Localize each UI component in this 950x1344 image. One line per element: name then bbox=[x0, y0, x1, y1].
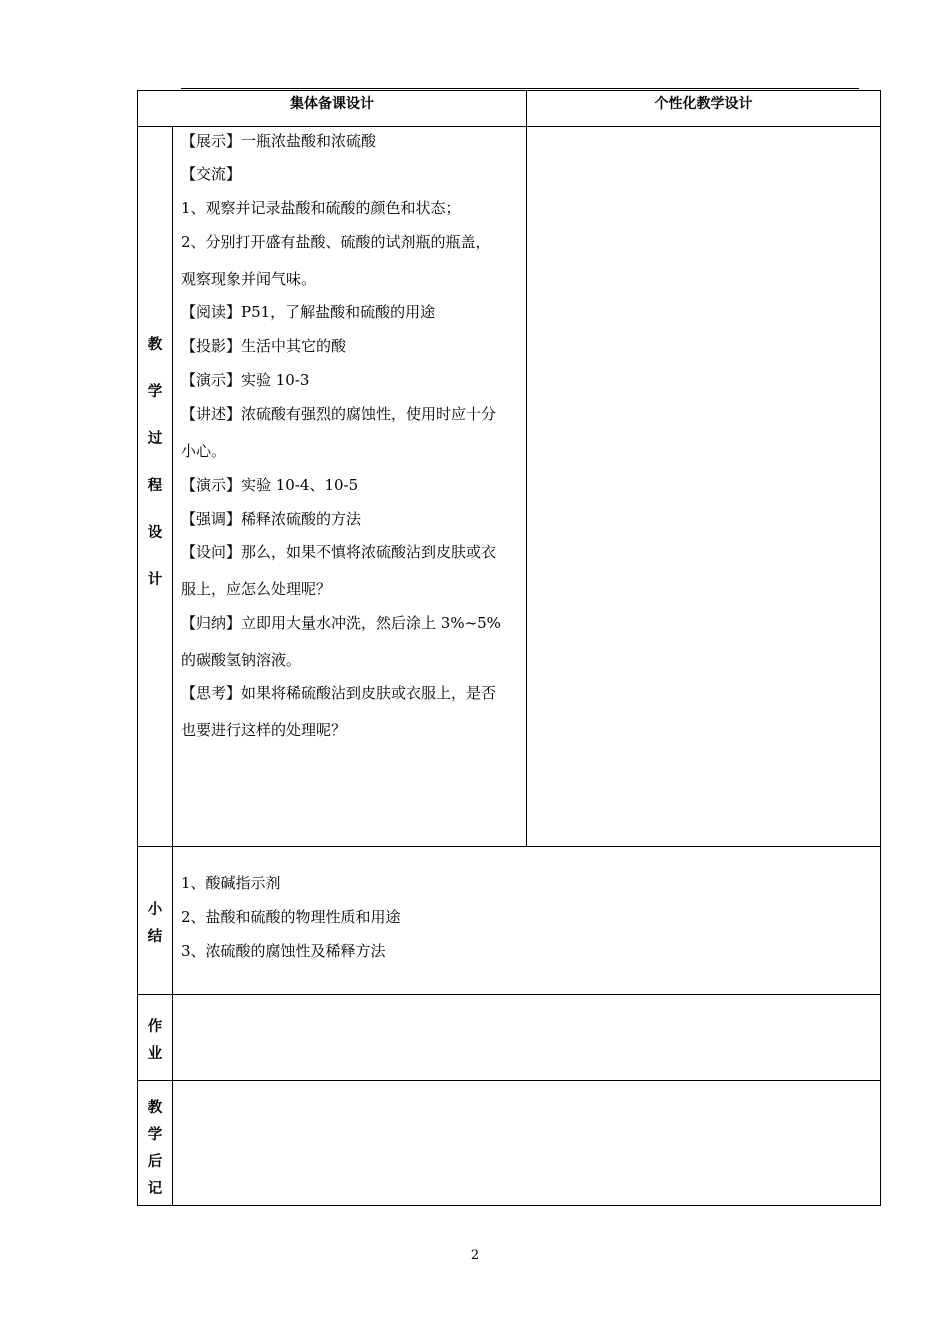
side-char: 程 bbox=[147, 478, 163, 494]
process-line: 2、分别打开盛有盐酸、硫酸的试剂瓶的瓶盖， bbox=[181, 233, 491, 251]
side-char: 教 bbox=[147, 1100, 163, 1116]
process-line: 服上，应怎么处理呢？ bbox=[181, 580, 332, 598]
homework-side-label bbox=[138, 1015, 172, 1063]
reflection-side-label bbox=[138, 1096, 172, 1198]
side-char: 作 bbox=[147, 1019, 163, 1035]
personalized-design-header: 个性化教学设计 bbox=[654, 96, 753, 112]
summary-side-label bbox=[138, 898, 172, 946]
side-char: 过 bbox=[147, 431, 163, 447]
homework-row-divider bbox=[137, 1080, 881, 1081]
process-line: 1、观察并记录盐酸和硫酸的颜色和状态； bbox=[181, 199, 461, 217]
summary-line: 2、盐酸和硫酸的物理性质和用途 bbox=[181, 908, 401, 926]
process-line: 【设问】那么，如果不慎将浓硫酸沾到皮肤或衣 bbox=[181, 543, 497, 561]
header-row-divider bbox=[137, 126, 881, 127]
summary-row-divider bbox=[137, 994, 881, 995]
process-line: 【阅读】P51，了解盐酸和硫酸的用途 bbox=[181, 303, 436, 321]
side-char: 学 bbox=[147, 384, 163, 400]
side-char: 结 bbox=[147, 929, 163, 945]
page-number: 2 bbox=[470, 1248, 480, 1263]
process-line: 【强调】稀释浓硫酸的方法 bbox=[181, 510, 362, 528]
side-char: 小 bbox=[147, 902, 163, 918]
side-char: 记 bbox=[147, 1181, 163, 1197]
process-line: 【展示】一瓶浓盐酸和浓硫酸 bbox=[181, 132, 377, 150]
side-char: 后 bbox=[147, 1154, 163, 1170]
process-line: 【归纳】立即用大量水冲洗，然后涂上 3%~5% bbox=[181, 614, 501, 632]
process-line: 【投影】生活中其它的酸 bbox=[181, 337, 347, 355]
process-line: 【交流】 bbox=[181, 165, 242, 183]
side-char: 学 bbox=[147, 1127, 163, 1143]
process-line: 小心。 bbox=[181, 442, 227, 460]
side-char: 业 bbox=[147, 1046, 163, 1062]
process-line: 也要进行这样的处理呢？ bbox=[181, 721, 347, 739]
process-row-divider bbox=[137, 846, 881, 847]
process-line: 【思考】如果将稀硫酸沾到皮肤或衣服上，是否 bbox=[181, 684, 497, 702]
process-line: 【讲述】浓硫酸有强烈的腐蚀性，使用时应十分 bbox=[181, 405, 497, 423]
collective-design-header: 集体备课设计 bbox=[290, 96, 374, 112]
summary-line: 3、浓硫酸的腐蚀性及稀释方法 bbox=[181, 942, 386, 960]
process-line: 的碳酸氢钠溶液。 bbox=[181, 651, 302, 669]
summary-line: 1、酸碱指示剂 bbox=[181, 874, 281, 892]
label-column-divider bbox=[172, 126, 173, 1206]
process-line: 观察现象并闻气味。 bbox=[181, 270, 317, 288]
process-line: 【演示】实验 10-3 bbox=[181, 371, 310, 389]
design-column-divider bbox=[526, 90, 527, 846]
side-char: 教 bbox=[147, 337, 163, 353]
side-char: 计 bbox=[147, 572, 163, 588]
header-rule bbox=[181, 88, 859, 89]
process-line: 【演示】实验 10-4、10-5 bbox=[181, 476, 359, 494]
process-side-label bbox=[138, 333, 172, 589]
lesson-plan-table bbox=[137, 90, 881, 1206]
side-char: 设 bbox=[147, 525, 163, 541]
